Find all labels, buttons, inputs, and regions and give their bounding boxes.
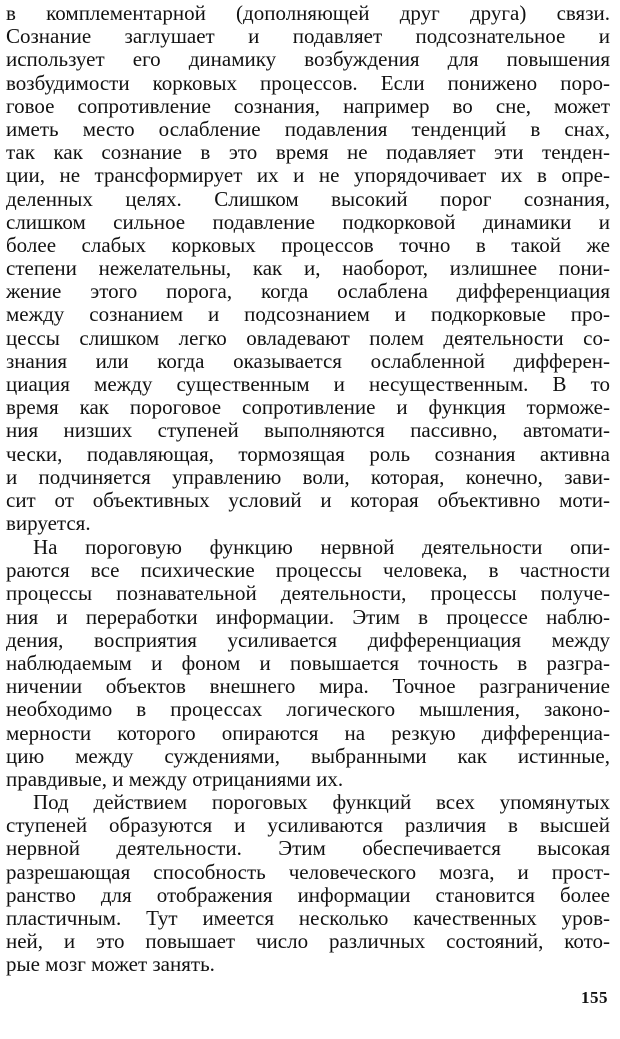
text-line: рые мозг может занять. [6, 952, 215, 977]
page-number: 155 [581, 988, 608, 1007]
text-line: жение этого порога, когда ослаблена дифференциация [6, 279, 610, 304]
text-line: Под действием пороговых функций всех упомянутых [33, 790, 610, 814]
text-line: ничении объектов внешнего мира. Точное разграничение [6, 674, 610, 699]
text-line: и подчиняется управлению воли, которая, конечно, зави- [6, 464, 610, 489]
text-line: вируется. [6, 511, 91, 536]
text-line: использует его динамику возбуждения для повышения [6, 47, 610, 72]
text-line: цессы слишком легко овладевают полем деятельности со- [6, 325, 610, 350]
text-line: в комплементарной (дополняющей друг друга) связи. [6, 1, 610, 25]
text-line: раются все психические процессы человека, в частности [6, 558, 610, 583]
text-line: циация между существенным и несущественным. В то [6, 372, 610, 396]
text-line: ния и переработки информации. Этим в процессе наблю- [6, 604, 610, 629]
text-line: Сознание заглушает и подавляет подсознательное и [6, 24, 610, 49]
text-line: сит от объективных условий и которая объективно моти- [6, 487, 610, 512]
text-line: чески, подавляющая, тормозящая роль сознания активна [6, 441, 610, 466]
paragraph-2 [6, 536, 610, 791]
text-line: говое сопротивление сознания, например во сне, может [6, 93, 610, 118]
text-line: мерности которого опираются на резкую дифференциа- [6, 720, 610, 745]
text-line: время как пороговое сопротивление и функция торможе- [6, 395, 610, 420]
text-line: ступеней образуются и усиливаются различия в высшей [6, 813, 610, 838]
text-line: знания или когда оказывается ослабленной дифферен- [6, 348, 610, 373]
text-line: дения, восприятия усиливается дифференциация между [6, 627, 610, 652]
text-line: слишком сильное подавление подкорковой динамики и [6, 209, 610, 234]
text-line: нервной деятельности. Этим обеспечивается высокая [6, 836, 610, 861]
text-line: деленных целях. Слишком высокий порог сознания, [6, 186, 610, 211]
text-line: На пороговую функцию нервной деятельности опи- [33, 535, 610, 559]
text-line: ния низших ступеней выполняются пассивно, автомати- [6, 418, 610, 443]
paragraph-3 [6, 791, 610, 977]
text-line: более слабых корковых процессов точно в такой же [6, 232, 610, 257]
text-line: пластичным. Тут имеется несколько качественных уров- [6, 905, 610, 930]
text-line: процессы познавательной деятельности, процессы получе- [6, 581, 610, 606]
text-line: наблюдаемым и фоном и повышается точность в разгра- [6, 650, 610, 675]
text-line: степени нежелательны, как и, наоборот, излишнее пони- [6, 256, 610, 281]
text-line: ции, не трансформирует их и не упорядочивает их в опре- [6, 163, 610, 188]
text-line: разрешающая способность человеческого мозга, и прост- [6, 859, 610, 884]
text-line: ранство для отображения информации становится более [6, 882, 610, 907]
text-line: возбудимости корковых процессов. Если понижено поро- [6, 70, 610, 95]
text-line: иметь место ослабление подавления тенденций в снах, [6, 116, 610, 141]
text-line: правдивые, и между отрицаниями их. [6, 766, 344, 791]
text-line: так как сознание в это время не подавляет эти тенден- [6, 140, 610, 165]
text-line: между сознанием и подсознанием и подкорковые про- [6, 302, 610, 327]
text-line: цию между суждениями, выбранными как истинные, [6, 743, 610, 768]
text-line: ней, и это повышает число различных состояний, кото- [6, 929, 610, 954]
paragraph-1 [6, 2, 610, 535]
text-line: необходимо в процессах логического мышления, законо- [6, 697, 610, 722]
